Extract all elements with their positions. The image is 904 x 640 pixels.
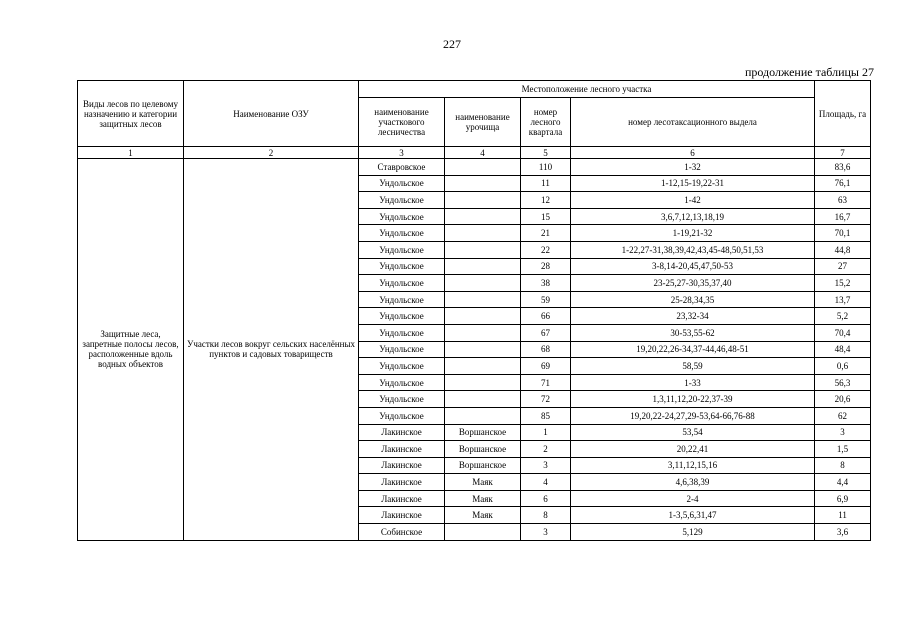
- quarter-cell: 28: [521, 258, 571, 275]
- column-number: 1: [78, 147, 184, 159]
- tract-cell: [445, 175, 521, 192]
- allotment-cell: 2-4: [571, 490, 815, 507]
- forestry-cell: Ундольское: [359, 308, 445, 325]
- forestry-cell: Ундольское: [359, 407, 445, 424]
- forestry-cell: Лакинское: [359, 474, 445, 491]
- quarter-cell: 110: [521, 159, 571, 176]
- quarter-cell: 8: [521, 507, 571, 524]
- forestry-cell: Лакинское: [359, 457, 445, 474]
- area-cell: 56,3: [815, 374, 871, 391]
- area-cell: 70,4: [815, 324, 871, 341]
- table-continuation-label: продолжение таблицы 27: [744, 65, 874, 79]
- forestry-cell: Ундольское: [359, 391, 445, 408]
- forestry-cell: Собинское: [359, 524, 445, 541]
- header-location: Местоположение лесного участка: [359, 81, 815, 98]
- tract-cell: [445, 291, 521, 308]
- header-forest-type: Виды лесов по целевому назначению и категории защитных лесов: [78, 81, 184, 147]
- area-cell: 6,9: [815, 490, 871, 507]
- area-cell: 76,1: [815, 175, 871, 192]
- allotment-cell: 1-22,27-31,38,39,42,43,45-48,50,51,53: [571, 241, 815, 258]
- area-cell: 27: [815, 258, 871, 275]
- header-tract: наименование урочища: [445, 98, 521, 147]
- column-number: 3: [359, 147, 445, 159]
- area-cell: 16,7: [815, 208, 871, 225]
- area-cell: 5,2: [815, 308, 871, 325]
- quarter-cell: 2: [521, 441, 571, 458]
- allotment-cell: 23-25,27-30,35,37,40: [571, 275, 815, 292]
- quarter-cell: 69: [521, 358, 571, 375]
- tract-cell: [445, 524, 521, 541]
- forestry-cell: Лакинское: [359, 424, 445, 441]
- quarter-cell: 68: [521, 341, 571, 358]
- forestry-cell: Ундольское: [359, 241, 445, 258]
- forest-type-cell: Защитные леса, запретные полосы лесов, расположенные вдоль водных объектов: [78, 159, 184, 541]
- quarter-cell: 12: [521, 192, 571, 209]
- tract-cell: [445, 192, 521, 209]
- forestry-cell: Ундольское: [359, 275, 445, 292]
- allotment-cell: 3,6,7,12,13,18,19: [571, 208, 815, 225]
- allotment-cell: 3,11,12,15,16: [571, 457, 815, 474]
- quarter-cell: 3: [521, 457, 571, 474]
- tract-cell: Воршанское: [445, 441, 521, 458]
- allotment-cell: 58,59: [571, 358, 815, 375]
- column-number: 5: [521, 147, 571, 159]
- tract-cell: [445, 159, 521, 176]
- allotment-cell: 30-53,55-62: [571, 324, 815, 341]
- allotment-cell: 1-33: [571, 374, 815, 391]
- allotment-cell: 1-42: [571, 192, 815, 209]
- allotment-cell: 1,3,11,12,20-22,37-39: [571, 391, 815, 408]
- area-cell: 62: [815, 407, 871, 424]
- quarter-cell: 71: [521, 374, 571, 391]
- forest-table: [77, 80, 871, 541]
- header-ozu-name: Наименование ОЗУ: [184, 81, 359, 147]
- area-cell: 8: [815, 457, 871, 474]
- tract-cell: [445, 258, 521, 275]
- quarter-cell: 85: [521, 407, 571, 424]
- area-cell: 44,8: [815, 241, 871, 258]
- quarter-cell: 21: [521, 225, 571, 242]
- allotment-cell: 4,6,38,39: [571, 474, 815, 491]
- tract-cell: [445, 241, 521, 258]
- area-cell: 3,6: [815, 524, 871, 541]
- allotment-cell: 5,129: [571, 524, 815, 541]
- area-cell: 83,6: [815, 159, 871, 176]
- ozu-name-cell: Участки лесов вокруг сельских населённых пунктов и садовых товариществ: [184, 159, 359, 541]
- tract-cell: Воршанское: [445, 457, 521, 474]
- tract-cell: [445, 391, 521, 408]
- tract-cell: [445, 341, 521, 358]
- header-allotment: номер лесотаксационного выдела: [571, 98, 815, 147]
- area-cell: 20,6: [815, 391, 871, 408]
- forestry-cell: Ундольское: [359, 324, 445, 341]
- forestry-cell: Ундольское: [359, 341, 445, 358]
- tract-cell: [445, 308, 521, 325]
- forestry-cell: Ставровское: [359, 159, 445, 176]
- area-cell: 15,2: [815, 275, 871, 292]
- allotment-cell: 23,32-34: [571, 308, 815, 325]
- area-cell: 4,4: [815, 474, 871, 491]
- tract-cell: [445, 374, 521, 391]
- tract-cell: Маяк: [445, 490, 521, 507]
- column-number: 4: [445, 147, 521, 159]
- forestry-cell: Ундольское: [359, 291, 445, 308]
- allotment-cell: 25-28,34,35: [571, 291, 815, 308]
- column-number: 7: [815, 147, 871, 159]
- quarter-cell: 11: [521, 175, 571, 192]
- column-number: 2: [184, 147, 359, 159]
- forestry-cell: Ундольское: [359, 374, 445, 391]
- column-number: 6: [571, 147, 815, 159]
- forestry-cell: Лакинское: [359, 490, 445, 507]
- tract-cell: [445, 275, 521, 292]
- quarter-cell: 3: [521, 524, 571, 541]
- header-forestry: наименование участкового лесничества: [359, 98, 445, 147]
- tract-cell: Маяк: [445, 474, 521, 491]
- tract-cell: [445, 407, 521, 424]
- quarter-cell: 66: [521, 308, 571, 325]
- quarter-cell: 67: [521, 324, 571, 341]
- forestry-cell: Лакинское: [359, 441, 445, 458]
- quarter-cell: 72: [521, 391, 571, 408]
- quarter-cell: 22: [521, 241, 571, 258]
- allotment-cell: 1-32: [571, 159, 815, 176]
- area-cell: 48,4: [815, 341, 871, 358]
- tract-cell: [445, 225, 521, 242]
- tract-cell: [445, 358, 521, 375]
- quarter-cell: 6: [521, 490, 571, 507]
- tract-cell: Воршанское: [445, 424, 521, 441]
- forestry-cell: Ундольское: [359, 192, 445, 209]
- allotment-cell: 19,20,22,26-34,37-44,46,48-51: [571, 341, 815, 358]
- quarter-cell: 1: [521, 424, 571, 441]
- area-cell: 1,5: [815, 441, 871, 458]
- tract-cell: [445, 324, 521, 341]
- allotment-cell: 3-8,14-20,45,47,50-53: [571, 258, 815, 275]
- allotment-cell: 20,22,41: [571, 441, 815, 458]
- allotment-cell: 53,54: [571, 424, 815, 441]
- forestry-cell: Ундольское: [359, 358, 445, 375]
- forestry-cell: Ундольское: [359, 208, 445, 225]
- forestry-cell: Ундольское: [359, 175, 445, 192]
- page-number: 227: [443, 37, 461, 51]
- area-cell: 70,1: [815, 225, 871, 242]
- header-area: Площадь, га: [815, 81, 871, 147]
- forestry-cell: Лакинское: [359, 507, 445, 524]
- area-cell: 11: [815, 507, 871, 524]
- quarter-cell: 38: [521, 275, 571, 292]
- forestry-cell: Ундольское: [359, 225, 445, 242]
- area-cell: 13,7: [815, 291, 871, 308]
- tract-cell: [445, 208, 521, 225]
- area-cell: 0,6: [815, 358, 871, 375]
- quarter-cell: 15: [521, 208, 571, 225]
- allotment-cell: 1-19,21-32: [571, 225, 815, 242]
- tract-cell: Маяк: [445, 507, 521, 524]
- quarter-cell: 4: [521, 474, 571, 491]
- allotment-cell: 1-12,15-19,22-31: [571, 175, 815, 192]
- header-quarter: номер лесного квартала: [521, 98, 571, 147]
- table-row: [78, 159, 871, 176]
- forestry-cell: Ундольское: [359, 258, 445, 275]
- allotment-cell: 19,20,22-24,27,29-53,64-66,76-88: [571, 407, 815, 424]
- area-cell: 3: [815, 424, 871, 441]
- allotment-cell: 1-3,5,6,31,47: [571, 507, 815, 524]
- area-cell: 63: [815, 192, 871, 209]
- quarter-cell: 59: [521, 291, 571, 308]
